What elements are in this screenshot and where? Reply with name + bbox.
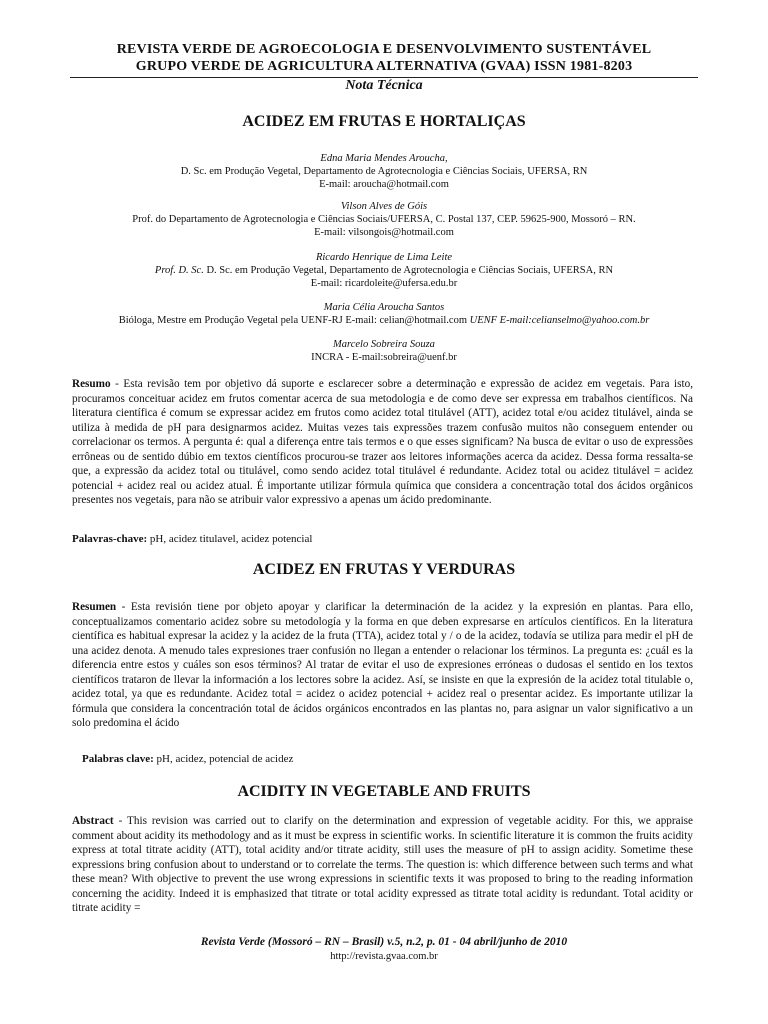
- author-3: [0, 251, 768, 290]
- author-affiliation-text: D. Sc. em Produção Vegetal, Departamento de Agrotecnologia e Ciências Sociais, UFERSA, RN: [203, 265, 614, 276]
- title-spanish: ACIDEZ EN FRUTAS Y VERDURAS: [252, 561, 516, 578]
- author-4: [0, 301, 768, 327]
- author-email: E-mail: ricardoleite@ufersa.edu.br: [310, 278, 458, 289]
- author-title: Prof. D. Sc.: [154, 265, 204, 276]
- resumen-paragraph: [72, 600, 693, 731]
- author-name: Ricardo Henrique de Lima Leite: [315, 252, 453, 263]
- footer-citation: Revista Verde (Mossoró – RN – Brasil) v.5, n.2, p. 01 - 04 abril/junho de 2010: [200, 936, 568, 948]
- palavras-text: pH, acidez titulavel, acidez potencial: [147, 533, 313, 545]
- author-affiliation: D. Sc. em Produção Vegetal, Departamento de Agrotecnologia e Ciências Sociais, UFERSA, RN: [180, 166, 588, 177]
- resumo-label: Resumo: [72, 378, 111, 390]
- author-affiliation: [0, 314, 768, 327]
- author-2: [0, 200, 768, 239]
- footer-url[interactable]: http://revista.gvaa.com.br: [330, 951, 438, 962]
- title-english: ACIDITY IN VEGETABLE AND FRUITS: [237, 783, 531, 800]
- author-5: [0, 338, 768, 364]
- abstract-text: - This revision was carried out to clarify on the determination and expression of vegetable acidity. For this, we appraise comment about acidity its methodology and as it must be express in scientific works. In scientific literature it is common the fruits acidity express at total titrate acidity (ATT), total acidity and/or titrate acidity, still uses the measure of pH to assign acidity. Sometime these expressions bring confusion about to understand or to correlate the terms. The question is: which difference between such terms and what these mean? With objective to prevent the use wrong expressions in scientific texts it was proposed to bring to the reading information concerning the acidity. Indeed it is emphasized that titrate or total acidity expressed as titrate total acidity is redundant. Total acidity or titrate acidity =: [72, 815, 693, 915]
- article-type: Nota Técnica: [345, 78, 423, 93]
- author-affiliation: INCRA - E-mail:sobreira@uenf.br: [311, 352, 457, 363]
- abstract-label: Abstract: [72, 815, 114, 827]
- resumen-label: Resumen: [72, 601, 117, 613]
- resumo-paragraph: [72, 377, 693, 508]
- resumo-text: - Esta revisão tem por objetivo dá suporte e esclarecer sobre a determinação e expressão de acidez em vegetais. Para isto, procuramos conceituar acidez em frutos comentar acerca de sua metodologia e de como deve ser expressa em trabalhos científicos. Na literatura científica é comum se expressar acidez em frutos como acidez total titulável (ATT), acidez total e/ou acidez titulável, ainda se utiliza à medida de pH para designarmos acidez. Muitas vezes tais expressões trazem confusão muitos não conseguem entender ou correlacionar os termos. A pergunta é: qual a diferença entre tais termos e o que esses significam? Na busca de evitar o uso de expressões errôneas ou de sentido dúbio em textos científicos procurou-se trazer aos leitores informações acerca da acidez. Dessa forma ressalta-se que, a expressão da acidez total ou titulável, como sendo acidez total titulável é redundante. Acidez total ou acidez titulável = acidez potencial + acidez real ou acidez atual. É importante utilizar fórmula química que considera a concentração total dos ácidos orgânicos presentes nos vegetais, para não se atribuir valor expressivo a apenas um ácido predominante.: [72, 378, 693, 507]
- palabras-label: Palabras clave:: [82, 753, 154, 765]
- palavras-chave: [72, 533, 312, 545]
- title-portuguese: ACIDEZ EM FRUTAS E HORTALIÇAS: [242, 113, 526, 130]
- abstract-paragraph: [72, 814, 693, 916]
- author-email: E-mail: aroucha@hotmail.com: [319, 179, 449, 190]
- resumen-text: - Esta revisión tiene por objeto apoyar y clarificar la determinación de la acidez y la expresión en plantas. Para ello, conceptualizamos comentario acidez sobre su metodología y la forma en que deben expresarse en artículos científicos. En la literatura científica es habitual expresar la acidez y la acidez de la fruta (TTA), acidez total y / o de la acidez, todavía se utiliza para medir el pH de una acidez denota. A menudo tales expresiones traer confusión no llegan a entender o relacionar los términos. La pregunta es: ¿cuál es la diferencia entre estos y cuáles son esos términos? Al tratar de evitar el uso de expresiones erróneas o dudosas el sentido en los textos científicos trataron de llevar la información a los lectores sobre la acidez. Así, se insiste en que la expresión de la acidez total titulable o, acidez total, ya que es redundante. Acidez total = acidez o acidez potencial + acidez real o presentar acidez. Es importante utilizar la fórmula que considera la concentración total de ácidos orgánicos encontrados en las plantas no, para asignar un valor significativo a un solo predomina el ácido: [72, 601, 693, 730]
- author-name: Maria Célia Aroucha Santos: [323, 302, 445, 313]
- author-1: [0, 152, 768, 191]
- author-email: E-mail: vilsongois@hotmail.com: [314, 227, 454, 238]
- palabras-clave: [82, 753, 293, 765]
- author-affiliation-text: Bióloga, Mestre em Produção Vegetal pela UENF-RJ E-mail: celian@hotmail.com: [118, 315, 470, 326]
- journal-name: REVISTA VERDE DE AGROECOLOGIA E DESENVOLVIMENTO SUSTENTÁVEL: [116, 42, 652, 57]
- author-name: Edna Maria Mendes Aroucha,: [320, 153, 448, 164]
- author-name: Vilson Alves de Góis: [340, 201, 428, 212]
- journal-group-issn: GRUPO VERDE DE AGRICULTURA ALTERNATIVA (GVAA) ISSN 1981-8203: [135, 59, 633, 74]
- author-email-alt: UENF E-mail:celianselmo@yahoo.com.br: [469, 315, 650, 326]
- palabras-text: pH, acidez, potencial de acidez: [153, 753, 294, 765]
- author-name: Marcelo Sobreira Souza: [333, 339, 435, 350]
- palavras-label: Palavras-chave:: [72, 533, 148, 545]
- author-affiliation: [0, 264, 768, 277]
- author-affiliation: Prof. do Departamento de Agrotecnologia e Ciências Sociais/UFERSA, C. Postal 137, CEP. 59625-900, Mossoró – RN.: [132, 214, 636, 225]
